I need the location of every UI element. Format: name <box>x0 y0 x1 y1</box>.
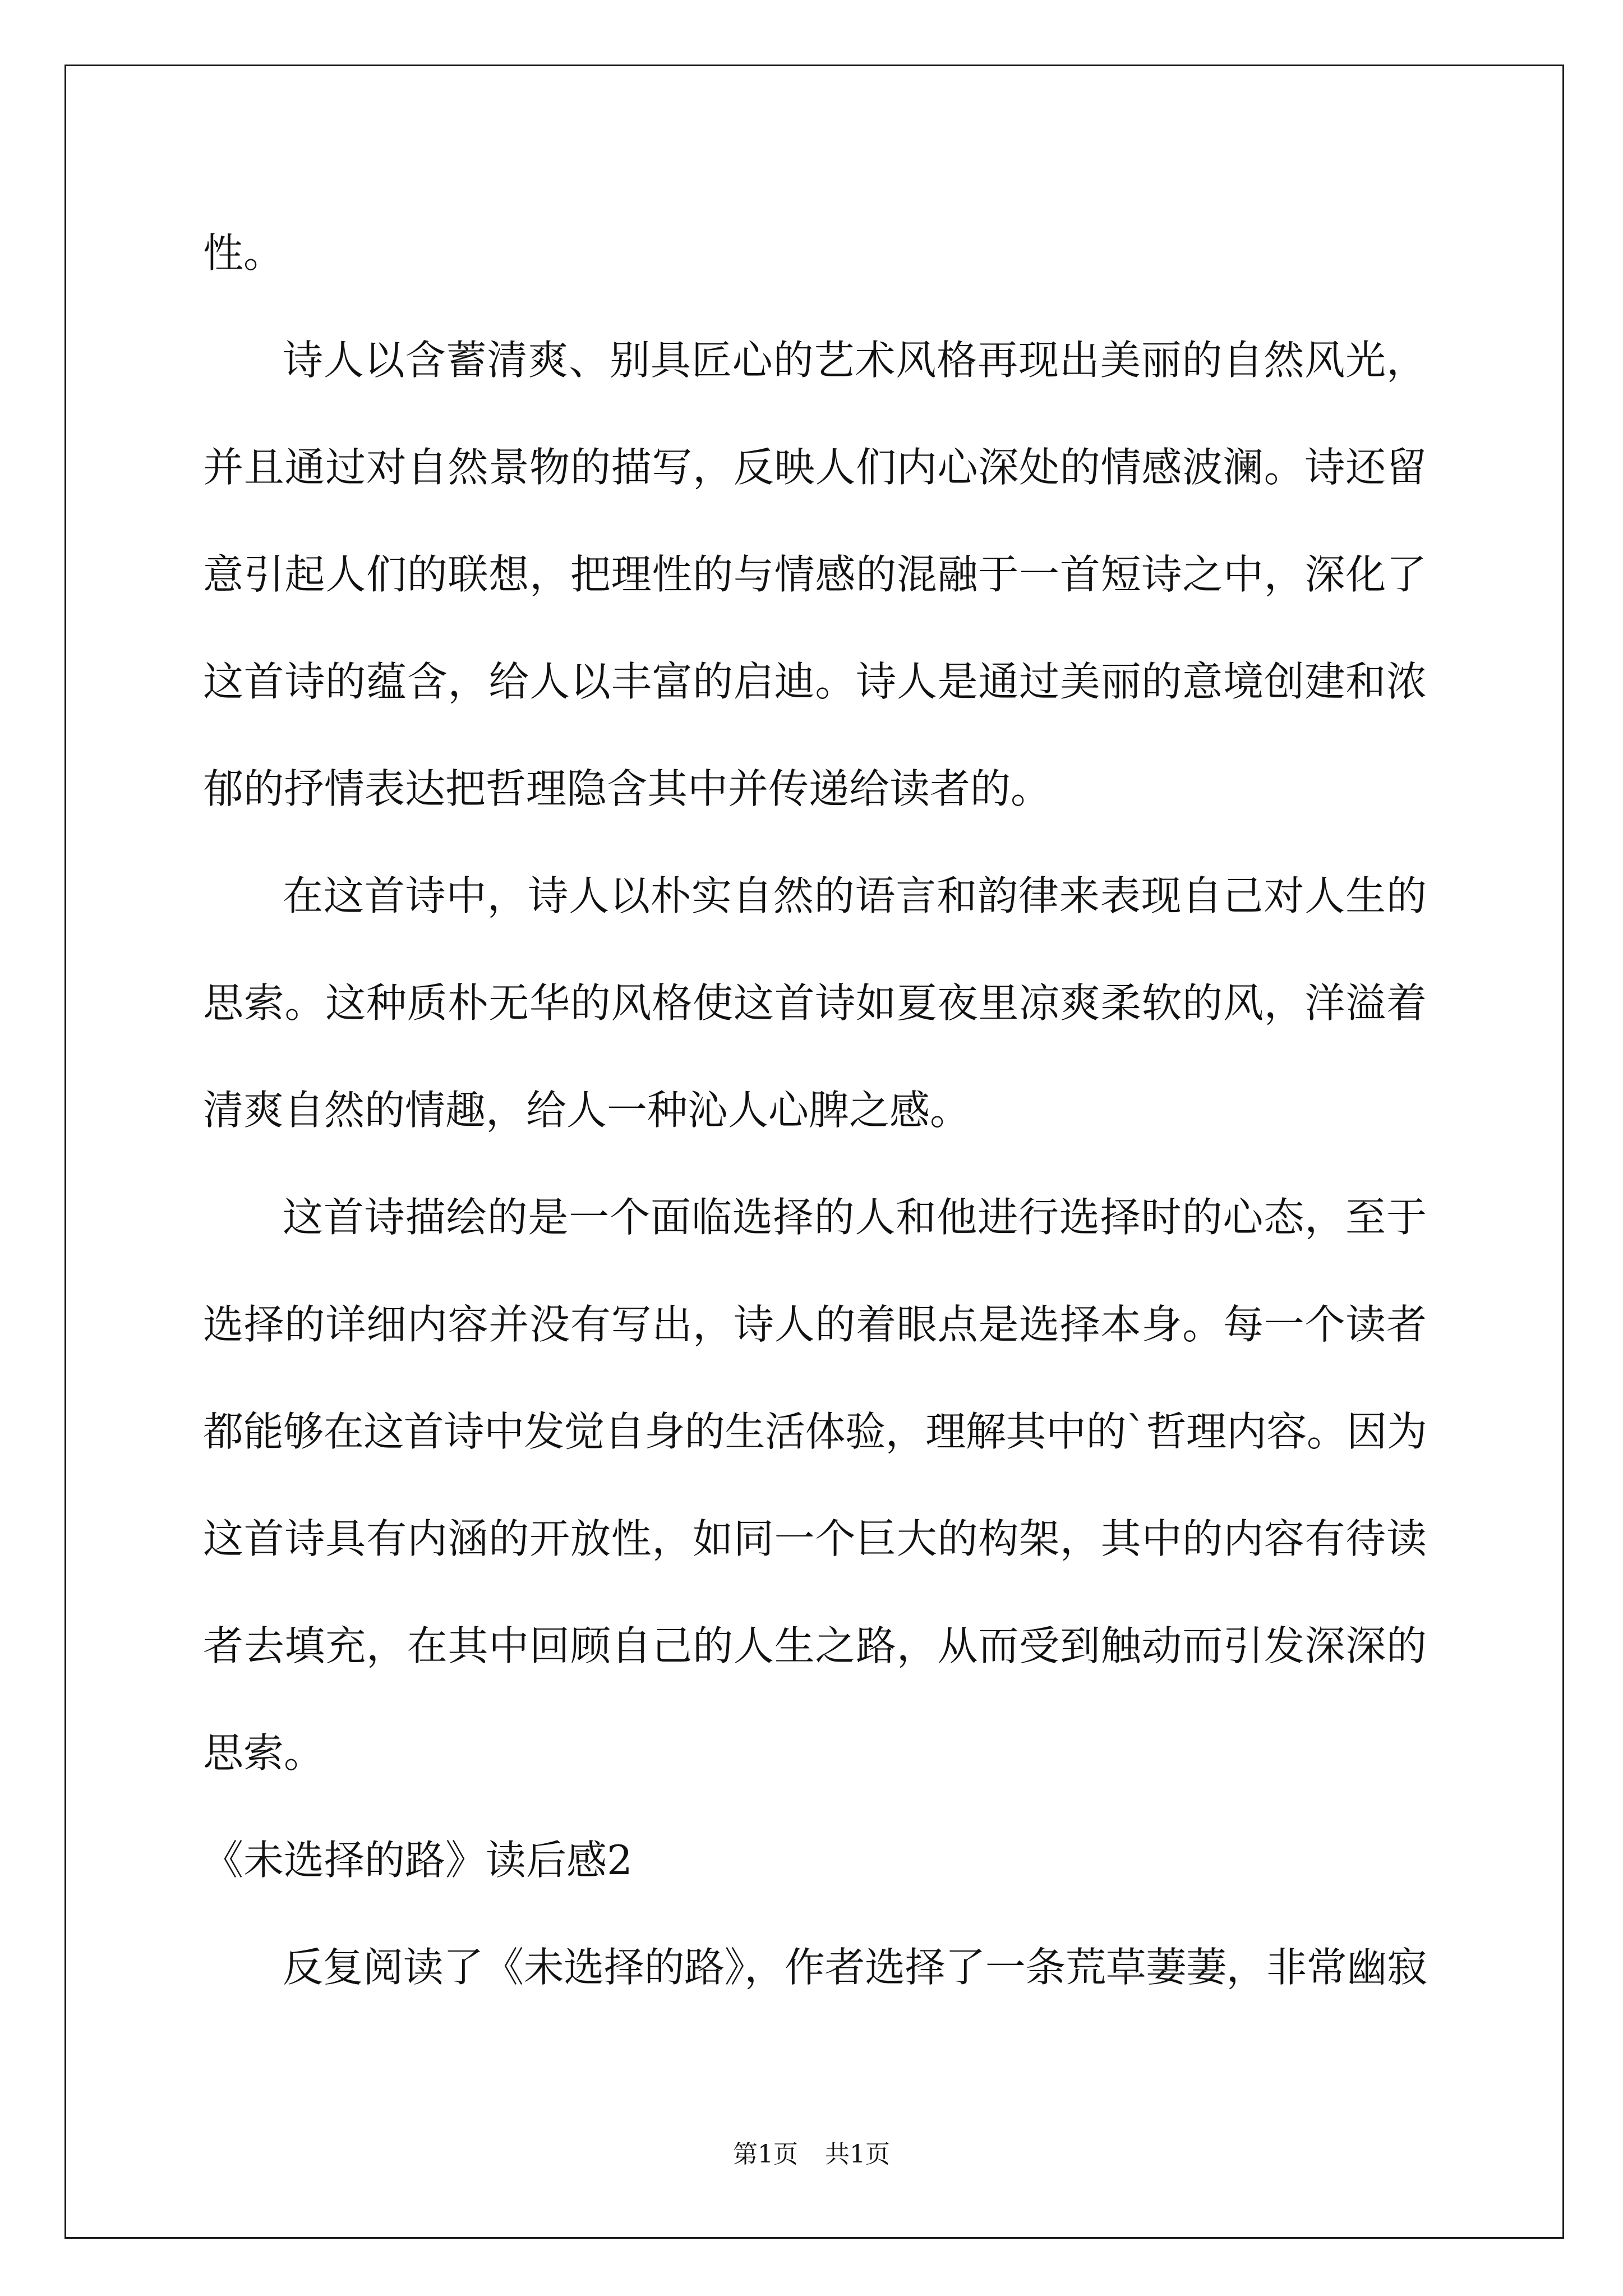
text-line: 并且通过对自然景物的描写，反映人们内心深处的情感波澜。诗还留 <box>203 444 1427 491</box>
text-line: 意引起人们的联想，把理性的与情感的混融于一首短诗之中，深化了 <box>203 551 1427 598</box>
paragraph <box>203 1164 1427 1807</box>
text-line: 清爽自然的情趣，给人一种沁人心脾之感。 <box>203 1087 971 1134</box>
text-line: 这首诗描绘的是一个面临选择的人和他进行选择时的心态，至于 <box>283 1194 1427 1241</box>
page-number: 第1页 <box>733 2140 798 2169</box>
paragraph <box>203 200 1427 307</box>
text-line: 性。 <box>203 229 284 277</box>
document-body <box>203 200 1427 2021</box>
text-line: 这首诗的蕴含，给人以丰富的启迪。诗人是通过美丽的意境创建和浓 <box>203 658 1427 705</box>
page-total: 共1页 <box>825 2140 890 2169</box>
page-footer <box>0 2138 1623 2171</box>
text-line: 郁的抒情表达把哲理隐含其中并传递给读者的。 <box>203 765 1052 812</box>
paragraph <box>203 1914 1427 2021</box>
text-line: 选择的详细内容并没有写出，诗人的着眼点是选择本身。每一个读者 <box>203 1301 1427 1348</box>
text-line: 都能够在这首诗中发觉自身的生活体验，理解其中的`哲理内容。因为 <box>203 1408 1427 1455</box>
paragraph <box>203 843 1427 1164</box>
text-line: 思索。这种质朴无华的风格使这首诗如夏夜里凉爽柔软的风，洋溢着 <box>203 979 1427 1027</box>
paragraph <box>203 307 1427 843</box>
section-heading: 《未选择的路》读后感2 <box>203 1837 633 1884</box>
text-line: 在这首诗中，诗人以朴实自然的语言和韵律来表现自己对人生的 <box>283 872 1427 919</box>
text-line: 反复阅读了《未选择的路》，作者选择了一条荒草萋萋，非常幽寂 <box>283 1944 1427 1991</box>
text-line: 这首诗具有内涵的开放性，如同一个巨大的构架，其中的内容有待读 <box>203 1515 1427 1562</box>
text-line: 思索。 <box>203 1729 325 1777</box>
text-line: 诗人以含蓄清爽、别具匠心的艺术风格再现出美丽的自然风光， <box>283 337 1427 384</box>
text-line: 者去填充，在其中回顾自己的人生之路，从而受到触动而引发深深的 <box>203 1622 1427 1669</box>
